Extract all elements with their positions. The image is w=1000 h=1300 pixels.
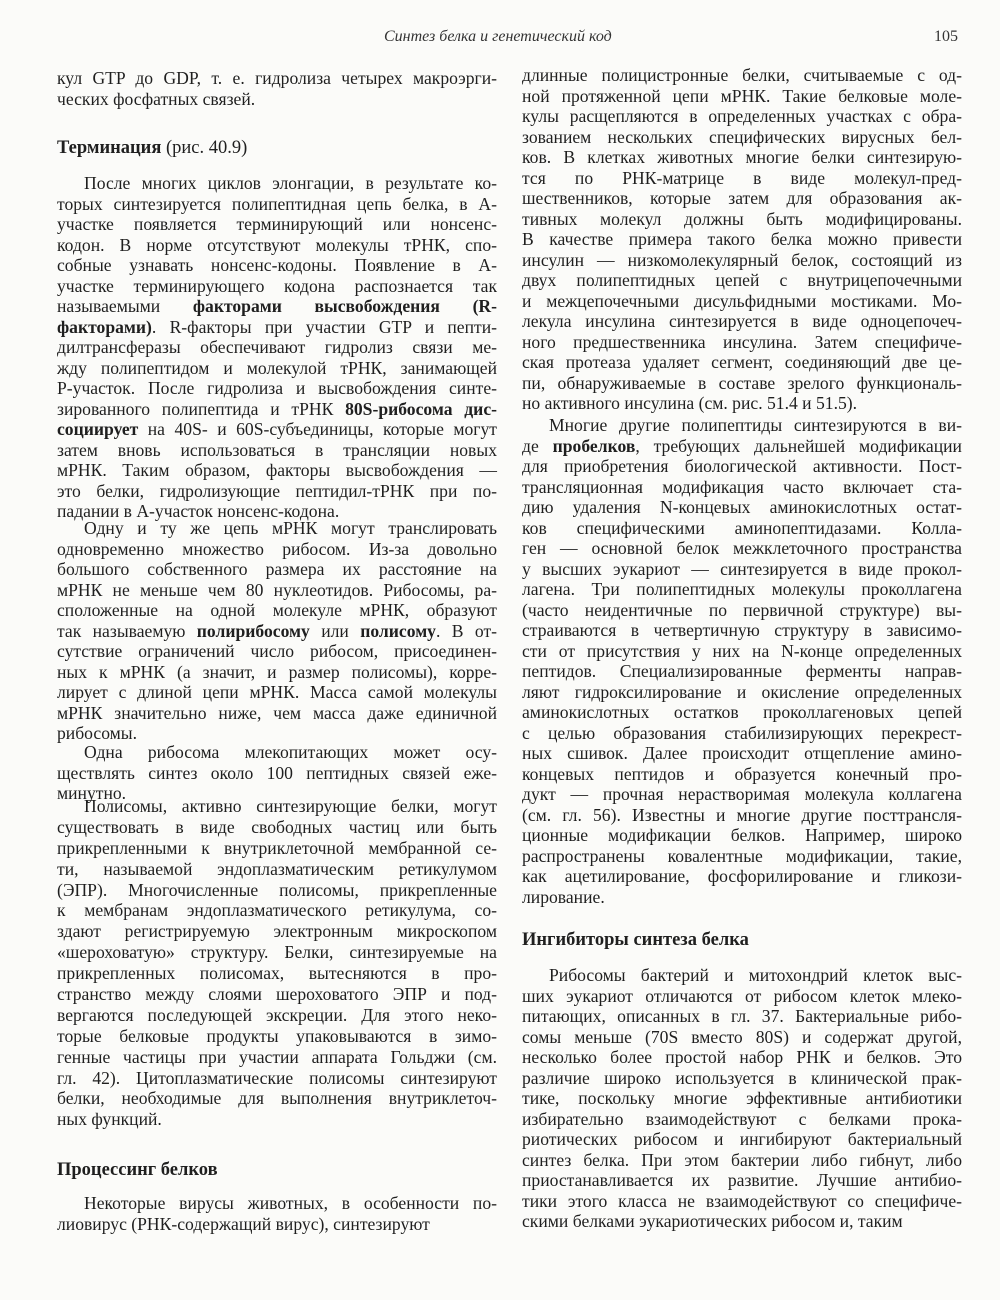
text-line (57, 419, 497, 440)
text-line (57, 518, 497, 539)
bold-term: Терминация (57, 138, 162, 158)
text-line (57, 942, 497, 963)
text-run: ного предшественника инсулина. Затем специфиче- (522, 331, 962, 352)
text-line (522, 1191, 962, 1212)
text-line (57, 440, 497, 461)
bold-term: полирибосому (196, 620, 310, 641)
text-line (57, 1109, 497, 1130)
text-run: Полисомы, активно синтезирующие белки, могут (84, 796, 497, 816)
text-run: Одну и ту же цепь мРНК могут транслировать (84, 518, 497, 538)
text-line (522, 456, 962, 477)
text-line (57, 1026, 497, 1047)
text-run: де (522, 435, 553, 456)
text-run: зированного полипептида и тРНК (57, 398, 346, 419)
running-title: Синтез белка и генетический код (384, 28, 612, 45)
text-run: так называемую (57, 620, 197, 641)
text-line (522, 393, 962, 414)
text-line (522, 928, 962, 952)
text-run: здают регистрируемую электронным микроскопом (57, 921, 497, 942)
text-run: инсулин — низкомолекулярный белок, состоящий из (522, 249, 962, 270)
text-line (57, 963, 497, 984)
bold-term: полисому (360, 620, 436, 641)
text-line (57, 399, 497, 420)
text-line (57, 817, 497, 838)
text-run: пептидов. Специализированные ферменты направ- (522, 661, 962, 681)
text-line (57, 1088, 497, 1109)
text-run: одновременно множество рибосом. Из-за довольно (57, 538, 497, 559)
text-run: сомы меньше (70S вместо 80S) и содержат другой, (522, 1026, 962, 1047)
text-line (522, 188, 962, 209)
paragraph (57, 796, 497, 1130)
text-run: (рис. 40.9) (161, 138, 248, 158)
text-line (522, 291, 962, 312)
text-line (522, 311, 962, 332)
text-line (522, 352, 962, 373)
text-run: кодон. В норме отсутствуют молекулы тРНК, спо- (57, 234, 497, 255)
text-line (57, 1214, 497, 1235)
text-run: для приобретения биологической активности. Пост- (522, 456, 962, 476)
text-run: с целью образования стабилизирующих перекрест- (522, 722, 962, 743)
text-run: дилтрансферазы обеспечивают гидролиз связи ме- (57, 337, 497, 357)
text-line (57, 900, 497, 921)
text-line (522, 1027, 962, 1048)
text-run: жду полипептидом и молекулой тРНК, занимающей (57, 357, 497, 378)
text-line (522, 415, 962, 436)
text-line (57, 235, 497, 256)
text-run: кулы расщепляются в определенных участках с обра- (522, 106, 962, 126)
bold-term: пробелков (552, 435, 636, 456)
text-run: трансляционная модификация часто включает ста- (522, 476, 962, 497)
paragraph (57, 1193, 497, 1234)
text-run: ных сшивок. Далее происходит отщепление амино- (522, 743, 962, 763)
text-run: распространены ковалентные модификации, такие, (522, 845, 962, 866)
text-line (522, 702, 962, 723)
text-line (522, 986, 962, 1007)
text-line (522, 436, 962, 457)
text-run: торые белковые продукты упаковываются в зимо- (57, 1025, 497, 1046)
text-run: собные узнавать нонсенс-кодоны. Появление в А- (57, 255, 497, 275)
text-run: кул GTP до GDP, т. е. гидролиза четырех макроэрги- (57, 68, 497, 88)
text-line (57, 89, 497, 110)
text-run: ков. В клетках животных многие белки синтезирую- (522, 147, 962, 167)
text-run: (часто неидентичные по первичной структуре) вы- (522, 599, 962, 620)
text-run: участке появляется терминирующий или нонсенс- (57, 214, 497, 234)
text-run: большого собственного размера их расстояние на (57, 559, 497, 579)
text-run: различие широко используется в клинической прак- (522, 1067, 962, 1088)
text-run: страиваются в четвертичную структуру в зависимо- (522, 620, 962, 640)
text-line (522, 1088, 962, 1109)
text-line (57, 984, 497, 1005)
text-run: тики этого класса не взаимодействуют со специфиче- (522, 1190, 962, 1211)
text-run: и межцепочечными дисульфидными мостиками. Мо- (522, 290, 962, 311)
text-line (57, 1068, 497, 1089)
text-line (57, 1047, 497, 1068)
text-run: минутно. (57, 783, 127, 803)
text-line (57, 763, 497, 784)
text-line (57, 600, 497, 621)
text-line (522, 147, 962, 168)
text-run: «шероховатую» структуру. Белки, синтезируемые на (57, 942, 497, 963)
text-run: прикрепленными к внутриклеточной мембранной се- (57, 837, 497, 858)
paragraph (57, 518, 497, 744)
page-number: 105 (934, 28, 958, 45)
text-line (522, 1211, 962, 1232)
text-run: дукт — прочная нерастворимая молекула коллагена (522, 784, 962, 804)
text-run: тся по РНК-матрице в виде молекул-пред- (522, 167, 962, 188)
text-run: это белки, гидролизующие пептидил-тРНК при по- (57, 480, 497, 501)
text-line (57, 580, 497, 601)
text-run: Некоторые вирусы животных, в особенности по- (84, 1193, 497, 1213)
text-run: к мембранам эндоплазматического ретикулума, со- (57, 900, 497, 921)
text-run: ших эукариот отличаются от рибосом клеток млеко- (522, 985, 962, 1006)
paragraph (522, 415, 962, 907)
text-run: приостанавливается их развитие. Лучшие антибио- (522, 1170, 962, 1190)
text-line (57, 296, 497, 317)
text-line (522, 965, 962, 986)
paragraph (57, 742, 497, 804)
text-run: концевых пептидов и образуется конечный про- (522, 763, 962, 784)
text-run: ген — основной белок межклеточного пространства (522, 538, 962, 558)
text-line (57, 317, 497, 338)
text-run: синтез белка. При этом бактерии либо гибнут, либо (522, 1149, 962, 1170)
text-run: ной протяженной цепи мРНК. Такие белковые моле- (522, 85, 962, 106)
text-run: ных функций. (57, 1109, 162, 1130)
text-run: гл. 42). Цитоплазматические полисомы синтезируют (57, 1067, 497, 1088)
text-run: шественников, которые затем для образования ак- (522, 188, 962, 208)
text-line (57, 662, 497, 683)
text-run: зованием нескольких специфических вирусных бел- (522, 126, 962, 147)
text-line (522, 106, 962, 127)
text-run: тивных молекул должны быть модифицированы. (522, 208, 962, 229)
text-line (522, 209, 962, 230)
bold-term: Процессинг белков (57, 1160, 218, 1180)
text-run: ществлять синтез около 100 пептидных связей еже- (57, 762, 497, 783)
text-line (57, 481, 497, 502)
text-line (522, 168, 962, 189)
text-run: лирование. (522, 886, 605, 907)
text-line (522, 764, 962, 785)
text-run: (см. гл. 56). Известны и многие другие посттрансля- (522, 804, 962, 825)
text-run: затем вновь использоваться в трансляции новых (57, 439, 497, 460)
text-line (522, 579, 962, 600)
text-run: несколько более простой набор РНК и белков. Это (522, 1047, 962, 1067)
text-line (57, 539, 497, 560)
text-run: вергаются последующей экскреции. Для этого неко- (57, 1004, 497, 1025)
text-line (522, 784, 962, 805)
text-line (57, 703, 497, 724)
text-line (522, 600, 962, 621)
text-run: скими белками эукариотических рибосом и, таким (522, 1211, 903, 1231)
text-line (57, 796, 497, 817)
text-line (57, 742, 497, 763)
text-line (57, 859, 497, 880)
text-line (57, 337, 497, 358)
text-line (522, 743, 962, 764)
text-run: (ЭПР). Многочисленные полисомы, прикрепленные (57, 879, 497, 900)
text-line (57, 194, 497, 215)
text-line (57, 641, 497, 662)
section-heading-termination (57, 136, 497, 160)
text-run: ческих фосфатных связей. (57, 88, 256, 109)
text-run: ционные модификации белков. Например, широко (522, 825, 962, 845)
text-run: генные частицы при участии аппарата Гольджи (см. (57, 1046, 497, 1067)
text-line (57, 1005, 497, 1026)
text-run: лиовирус (РНК-содержащий вирус), синтезируют (57, 1213, 430, 1234)
text-line (57, 378, 497, 399)
text-line (522, 86, 962, 107)
text-run: ти, называемой эндоплазматическим ретикулумом (57, 858, 497, 879)
text-line (522, 497, 962, 518)
text-run: Р-участок. После гидролиза и высвобождения синте- (57, 378, 497, 398)
text-run: ных к мРНК (а значит, и размер полисомы), корре- (57, 661, 497, 682)
text-run: прикрепленных полисомах, вытесняются в про- (57, 963, 497, 984)
text-run: ков специфическими аминопептидазами. Колла- (522, 517, 962, 538)
text-line (522, 682, 962, 703)
text-line (522, 1047, 962, 1068)
text-line (522, 887, 962, 908)
text-line (522, 1129, 962, 1150)
text-run: на 40S- и 60S-субъединицы, которые могут (138, 419, 497, 439)
text-run: мРНК не меньше чем 80 нуклеотидов. Рибосомы, ра- (57, 579, 497, 600)
text-line (522, 229, 962, 250)
text-line (522, 723, 962, 744)
text-line (57, 68, 497, 89)
text-line (57, 682, 497, 703)
bold-term: социирует (57, 419, 139, 439)
text-run: странство между слоями шероховатого ЭПР и под- (57, 984, 497, 1005)
text-run: питающих, описанных в гл. 37. Бактериальные рибо- (522, 1006, 962, 1026)
text-run: дию удаления N-концевых аминокислотных остат- (522, 497, 962, 517)
text-line (522, 127, 962, 148)
text-run: , требующих дальнейшей модификации (635, 435, 962, 456)
text-run: тике, поскольку многие эффективные антибиотики (522, 1088, 962, 1108)
text-line (522, 805, 962, 826)
text-line (522, 661, 962, 682)
text-line (57, 358, 497, 379)
text-line (522, 846, 962, 867)
text-line (57, 559, 497, 580)
text-run: называемыми (57, 296, 193, 316)
text-run: Рибосомы бактерий и митохондрий клеток выс- (549, 965, 962, 985)
text-line (522, 1109, 962, 1130)
text-line (522, 559, 962, 580)
text-run: но активного инсулина (см. рис. 51.4 и 51.5). (522, 393, 858, 413)
text-line (57, 136, 497, 160)
text-run: участке терминирующего кодона распознается так (57, 275, 497, 296)
text-line (522, 1006, 962, 1027)
text-line (522, 1068, 962, 1089)
text-line (57, 1158, 497, 1182)
text-run: падании в А-участок нонсенс-кодона. (57, 501, 340, 521)
text-line (522, 641, 962, 662)
text-line (57, 460, 497, 481)
paragraph-continuation (57, 68, 497, 109)
text-run: Многие другие полипептиды синтезируются в ви- (549, 415, 962, 435)
text-line (57, 838, 497, 859)
text-line (522, 250, 962, 271)
text-line (57, 255, 497, 276)
text-run: лагена. Три полипептидных молекулы проколлагена (522, 579, 962, 599)
bold-term: 80S-рибосома дис- (345, 398, 497, 419)
text-run: как ацетилирование, фосфорилирование и гликози- (522, 866, 962, 886)
paragraph (57, 173, 497, 522)
text-run: риотических рибосом и ингибируют бактериальный (522, 1129, 962, 1149)
text-run: В качестве примера такого белка можно привести (522, 229, 962, 249)
text-run: ская протеаза удаляет сегмент, соединяющий две це- (522, 352, 962, 372)
text-run: длинные полицистронные белки, считываемые с од- (522, 65, 962, 85)
text-run: лирует с длиной цепи мРНК. Масса самой молекулы (57, 682, 497, 702)
text-line (522, 332, 962, 353)
text-line (57, 173, 497, 194)
paragraph (522, 965, 962, 1232)
section-heading-inhibitors (522, 928, 962, 952)
running-header (0, 28, 1000, 50)
text-run: существовать в виде свободных частиц или быть (57, 816, 497, 837)
text-run: сположенные на одной молекуле мРНК, образуют (57, 600, 497, 620)
text-run: Одна рибосома млекопитающих может осу- (84, 742, 497, 762)
text-line (57, 1193, 497, 1214)
text-run: или (309, 620, 361, 641)
text-line (522, 825, 962, 846)
text-line (522, 270, 962, 291)
text-run: двух полипептидных цепей с внутрицепочечными (522, 270, 962, 290)
text-line (57, 276, 497, 297)
section-heading-processing (57, 1158, 497, 1182)
text-run: у высших эукариот — синтезируется в виде прокол- (522, 558, 962, 579)
text-run: белки, необходимые для выполнения внутриклеточ- (57, 1088, 497, 1109)
text-line (57, 880, 497, 901)
text-line (522, 373, 962, 394)
text-run: избирательно взаимодействуют с белками прока- (522, 1108, 962, 1129)
text-run: сутствие ограничений число рибосом, присоединен- (57, 641, 497, 661)
text-line (57, 723, 497, 744)
text-line (522, 1150, 962, 1171)
bold-term: факторами) (57, 316, 152, 337)
text-run: ляют гидроксилирование и окисление определенных (522, 681, 962, 702)
text-line (522, 1170, 962, 1191)
text-run: торых синтезируется полипептидная цепь белка, в А- (57, 193, 497, 214)
text-line (57, 921, 497, 942)
text-line (57, 621, 497, 642)
text-run: аминокислотных остатков проколлагеновых цепей (522, 702, 962, 722)
text-run: пи, обнаруживаемые в составе зрелого функциональ- (522, 372, 962, 393)
text-line (522, 65, 962, 86)
text-line (522, 477, 962, 498)
text-run: . В от- (435, 620, 497, 641)
bold-term: факторами высвобождения (R- (192, 296, 497, 316)
bold-term: Ингибиторы синтеза белка (522, 930, 749, 950)
text-run: . R-факторы при участии GTP и пепти- (151, 316, 497, 337)
text-line (522, 620, 962, 641)
text-run: рибосомы. (57, 723, 138, 743)
text-run: мРНК. Таким образом, факторы высвобождения — (57, 460, 497, 480)
text-run: мРНК значительно ниже, чем масса даже единичной (57, 702, 497, 723)
text-line (522, 538, 962, 559)
text-line (522, 866, 962, 887)
paragraph-continuation (522, 65, 962, 414)
text-run: сти от присутствия у них на N-конце определенных (522, 640, 962, 661)
text-line (57, 214, 497, 235)
text-line (522, 518, 962, 539)
text-run: лекула инсулина синтезируется в виде одноцепочеч- (522, 311, 962, 331)
text-run: После многих циклов элонгации, в результате ко- (84, 173, 497, 193)
